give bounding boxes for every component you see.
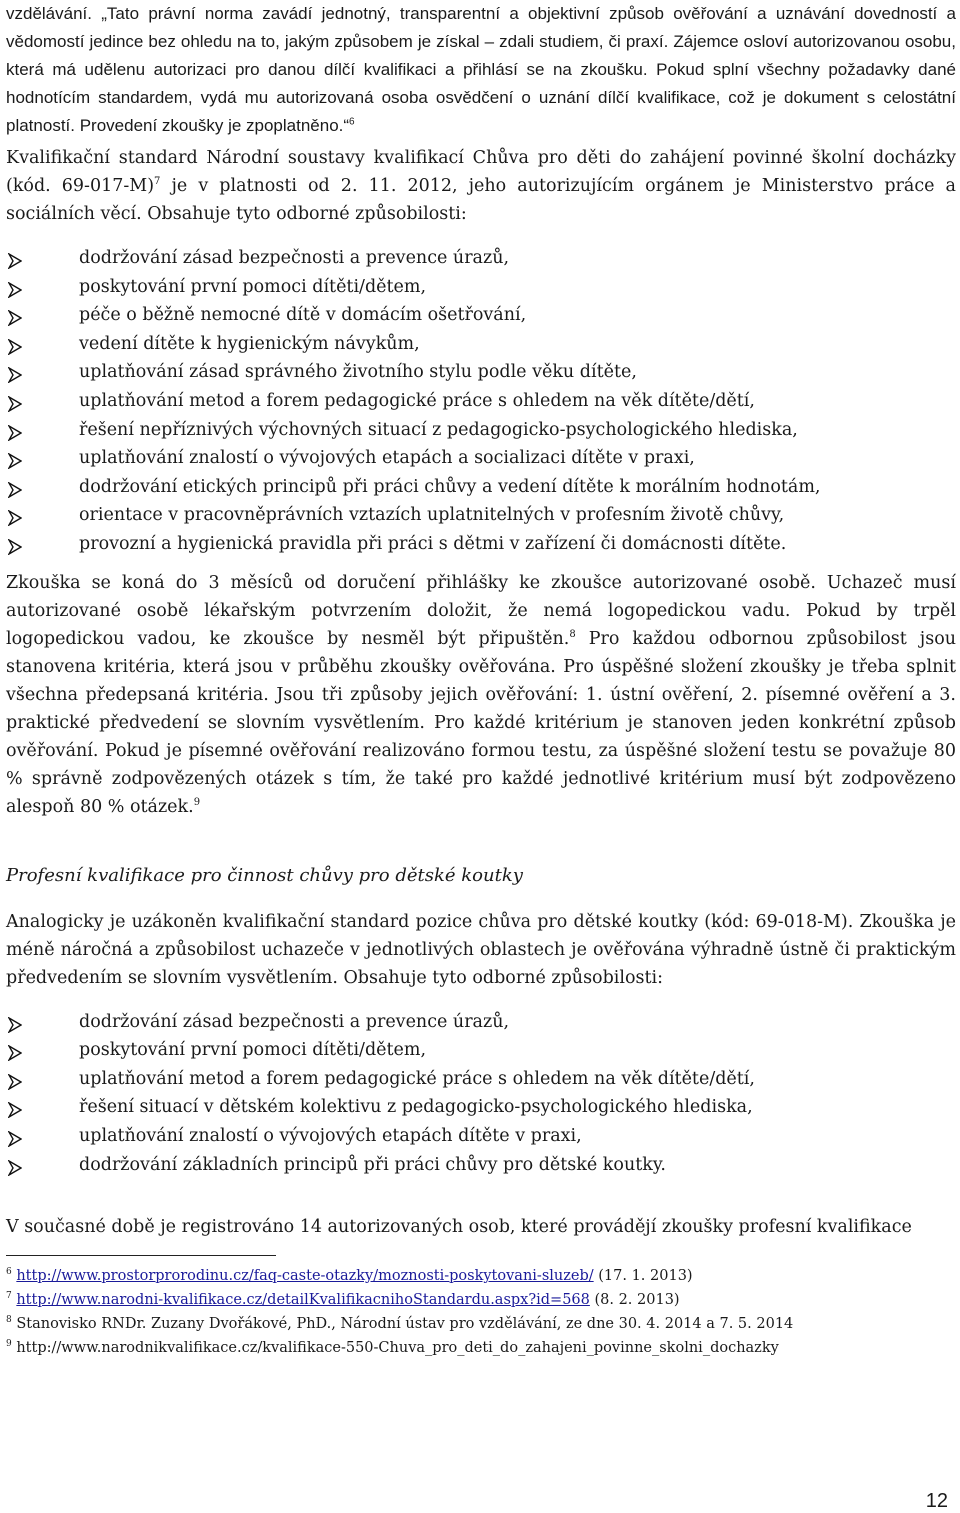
list-item <box>6 444 956 473</box>
list-item <box>6 501 956 530</box>
footnote-7 <box>6 1288 956 1312</box>
list-item-text: dodržování zásad bezpečnosti a prevence úrazů, <box>79 1011 510 1032</box>
footnote-8-text: Stanovisko RNDr. Zuzany Dvořákové, PhD., Národní ústav pro vzdělávání, ze dne 30. 4. 2014 a 7. 5. 2014 <box>11 1316 794 1333</box>
list-item-text: dodržování základních principů při práci chůvy pro dětské koutky. <box>79 1154 666 1175</box>
arrow-bullet-icon <box>8 507 22 523</box>
list-item <box>6 244 956 273</box>
competencies-list-1 <box>6 244 956 559</box>
footnote-7-link[interactable]: http://www.narodni-kvalifikace.cz/detailKvalifikacnihoStandardu.aspx?id=568 <box>16 1292 590 1309</box>
list-item <box>6 473 956 502</box>
footnote-9 <box>6 1336 956 1360</box>
list-item <box>6 530 956 559</box>
intro-paragraph <box>6 0 956 140</box>
exam-text-a: Zkouška se koná do 3 měsíců od doručení přihlášky ke zkoušce autorizované osobě. Uchazeč musí autorizované osobě lékařským potvrzením doložit, že nemá logopedickou vadu. Pokud by trpěl logopedickou vadou, ke zkoušce by nesměl být připuštěn. <box>6 572 956 649</box>
list-item-text: řešení situací v dětském kolektivu z pedagogicko-psychologického hlediska, <box>79 1097 753 1118</box>
footnote-ref-6[interactable]: 6 <box>349 116 355 128</box>
list-item-text: poskytování první pomoci dítěti/dětem, <box>79 276 427 297</box>
list-item <box>6 1008 956 1037</box>
arrow-bullet-icon <box>8 364 22 380</box>
arrow-bullet-icon <box>8 279 22 295</box>
competencies-list-2 <box>6 1008 956 1180</box>
arrow-bullet-icon <box>8 450 22 466</box>
list-item-text: řešení nepříznivých výchovných situací z pedagogicko-psychologického hlediska, <box>79 419 798 440</box>
footnote-ref-8[interactable]: 8 <box>569 628 576 640</box>
footnote-6 <box>6 1264 956 1288</box>
section-heading: Profesní kvalifikace pro činnost chůvy pro dětské koutky <box>6 864 523 886</box>
arrow-bullet-icon <box>8 250 22 266</box>
footnote-9-text: http://www.narodnikvalifikace.cz/kvalifikace-550-Chuva_pro_deti_do_zahajeni_povinne_skolni_dochazky <box>11 1340 779 1357</box>
arrow-bullet-icon <box>8 1157 22 1173</box>
closing-paragraph: V současné době je registrováno 14 autorizovaných osob, které provádějí zkoušky profesní kvalifikace <box>6 1217 912 1238</box>
standard-text-a: Kvalifikační standard Národní soustavy kvalifikací Chůva pro děti do zahájení povinné školní docházky (kód. 69-017-M) <box>6 148 956 196</box>
footnote-8 <box>6 1312 956 1336</box>
intro-text: vzdělávání. „Tato právní norma zavádí jednotný, transparentní a objektivní způsob ověřování a uznávání dovedností a vědomostí jedince bez ohledu na to, jakým způsobem je získal – zdali studiem, či praxí. Zájemce osloví autorizovanou osobu, která má udělenu autorizaci pro danou dílčí kvalifikaci a přihlásí se na zkoušku. Pokud splní všechny požadavky dané hodnotícím standardem, vydá mu autorizovaná osoba osvědčení o uznání dílčí kvalifikace, což je dokument s celostátní platností. Provedení zkoušky je zpoplatněno.“ <box>6 4 956 135</box>
arrow-bullet-icon <box>8 1099 22 1115</box>
list-item <box>6 358 956 387</box>
list-item-text: vedení dítěte k hygienickým návykům, <box>79 333 420 354</box>
list-item-text: orientace v pracovněprávních vztazích uplatnitelných v profesním životě chůvy, <box>79 505 785 526</box>
standard-paragraph <box>6 144 956 228</box>
arrow-bullet-icon <box>8 422 22 438</box>
footnote-6-link[interactable]: http://www.prostorprorodinu.cz/faq-caste-otazky/moznosti-poskytovani-sluzeb/ <box>16 1268 594 1285</box>
footnote-number: 6 <box>6 1267 12 1278</box>
arrow-bullet-icon <box>8 1042 22 1058</box>
list-item-text: dodržování etických principů při práci chůvy a vedení dítěte k morálním hodnotám, <box>79 476 821 497</box>
list-item-text: poskytování první pomoci dítěti/dětem, <box>79 1040 427 1061</box>
list-item-text: uplatňování znalostí o vývojových etapách dítěte v praxi, <box>79 1125 582 1146</box>
arrow-bullet-icon <box>8 336 22 352</box>
footnote-number: 9 <box>6 1339 12 1350</box>
arrow-bullet-icon <box>8 479 22 495</box>
analog-paragraph: Analogicky je uzákoněn kvalifikační standard pozice chůva pro dětské koutky (kód: 69-018-M). Zkouška je méně náročná a způsobilost uchazeče v jednotlivých oblastech je ověřována výhradně ústně či praktickým předvedením se slovním vysvětlením. Obsahuje tyto odborné způsobilosti: <box>6 911 956 988</box>
list-item <box>6 1065 956 1094</box>
list-item-text: uplatňování metod a forem pedagogické práce s ohledem na věk dítěte/dětí, <box>79 1068 755 1089</box>
list-item <box>6 273 956 302</box>
standard-text-b: je v platnosti od 2. 11. 2012, jeho autorizujícím orgánem je Ministerstvo práce a sociálních věcí. Obsahuje tyto odborné způsobilosti: <box>6 176 956 224</box>
list-item <box>6 1036 956 1065</box>
list-item <box>6 416 956 445</box>
exam-paragraph <box>6 569 956 821</box>
footnote-6-date: (17. 1. 2013) <box>593 1268 693 1285</box>
arrow-bullet-icon <box>8 393 22 409</box>
footnote-7-date: (8. 2. 2013) <box>589 1292 680 1309</box>
arrow-bullet-icon <box>8 1014 22 1030</box>
footnote-number: 8 <box>6 1315 12 1326</box>
arrow-bullet-icon <box>8 1128 22 1144</box>
list-item-text: uplatňování metod a forem pedagogické práce s ohledem na věk dítěte/dětí, <box>79 390 755 411</box>
page-number: 12 <box>925 1490 948 1512</box>
arrow-bullet-icon <box>8 536 22 552</box>
list-item <box>6 1093 956 1122</box>
footnote-ref-7[interactable]: 7 <box>154 176 161 188</box>
arrow-bullet-icon <box>8 1071 22 1087</box>
footnote-ref-9[interactable]: 9 <box>193 796 201 808</box>
list-item-text: provozní a hygienická pravidla při práci s dětmi v zařízení či domácnosti dítěte. <box>79 533 787 554</box>
arrow-bullet-icon <box>8 307 22 323</box>
footnote-number: 7 <box>6 1291 12 1302</box>
list-item <box>6 387 956 416</box>
list-item <box>6 301 956 330</box>
exam-text-b: Pro každou odbornou způsobilost jsou stanovena kritéria, která jsou v průběhu zkoušky ověřována. Pro úspěšné složení zkoušky je třeba splnit všechna předepsaná kritéria. Jsou tři způsoby jejich ověřování: 1. ústní ověření, 2. písemné ověření a 3. praktické předvedení se slovním vysvětlením. Pro každé kritérium je stanoven jeden konkrétní způsob ověřování. Pokud je písemné ověřování realizováno formou testu, za úspěšné složení testu se považuje 80 % správně zodpovězených otázek s tím, že také pro každé jednotlivé kritérium musí být zodpovězeno alespoň 80 % otázek. <box>6 628 956 817</box>
document-page <box>6 0 956 1360</box>
list-item-text: uplatňování zásad správného životního stylu podle věku dítěte, <box>79 362 637 383</box>
list-item <box>6 1122 956 1151</box>
list-item-text: uplatňování znalostí o vývojových etapách a socializaci dítěte v praxi, <box>79 448 695 469</box>
list-item-text: péče o běžně nemocné dítě v domácím ošetřování, <box>79 305 527 326</box>
list-item <box>6 330 956 359</box>
list-item <box>6 1151 956 1180</box>
footnote-divider <box>6 1255 276 1256</box>
list-item-text: dodržování zásad bezpečnosti a prevence úrazů, <box>79 248 510 268</box>
